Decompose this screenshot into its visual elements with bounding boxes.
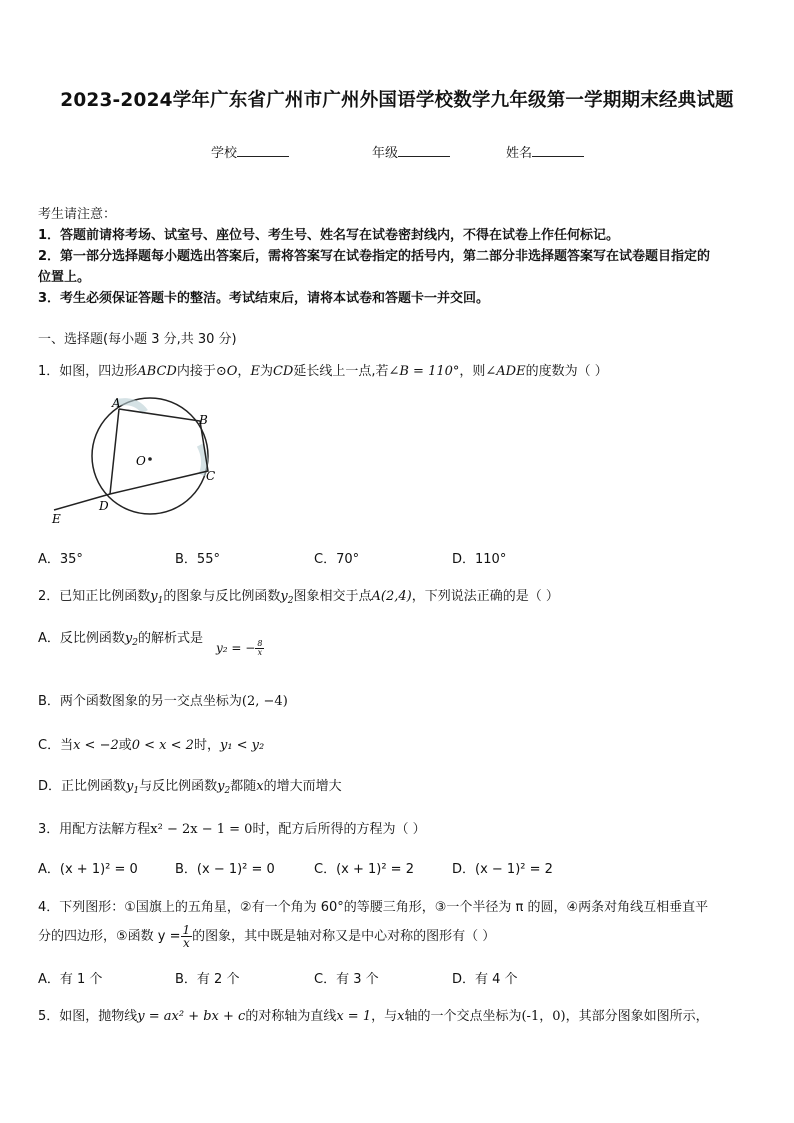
page-title: 2023-2024学年广东省广州市广州外国语学校数学九年级第一学期期末经典试题	[60, 90, 734, 111]
grade-label: 年级	[372, 146, 399, 161]
q4-option-d[interactable]: D．有 4 个	[452, 972, 518, 987]
label-b: B	[199, 413, 208, 427]
q4-option-c[interactable]: C．有 3 个	[314, 972, 379, 987]
q1-option-b[interactable]: B．55°	[175, 552, 220, 567]
notice-item-2: 2．第一部分选择题每小题选出答案后，需将答案写在试卷指定的括号内，第二部分非选择题答案写在试卷题目指定的	[38, 249, 711, 264]
q2-option-a-formula: y₂ = − $\frac{8}{x}$	[216, 639, 263, 657]
q3-option-a[interactable]: A．(x + 1)² = 0	[38, 862, 138, 877]
grade-blank[interactable]	[398, 145, 450, 157]
question-2: 2．已知正比例函数$y_1$的图象与反比例函数$y_2$图象相交于点A(2,4)，下列说法正确的是（ ）	[38, 589, 559, 606]
q1-option-c[interactable]: C．70°	[314, 552, 360, 567]
question-4-line-1: 4．下列图形：①国旗上的五角星，②有一个角为 60°的等腰三角形，③一个半径为 π 的圆，④两条对角线互相垂直平	[38, 900, 709, 915]
question-5: 5．如图，抛物线y = ax² + bx + c的对称轴为直线x = 1，与x轴的一个交点坐标为(-1，0)，其部分图象如图所示，	[38, 1009, 709, 1024]
q2-option-b[interactable]: B．两个函数图象的另一交点坐标为(2, −4)	[38, 694, 288, 709]
grade-field[interactable]	[372, 142, 450, 161]
notice-heading: 考生请注意：	[38, 207, 117, 222]
label-c: C	[206, 469, 216, 483]
q1-option-a[interactable]: A．35°	[38, 552, 83, 567]
notice-item-1: 1．答题前请将考场、试室号、座位号、考生号、姓名写在试卷密封线内，不得在试卷上作任何标记。	[38, 228, 620, 243]
q3-option-b[interactable]: B．(x − 1)² = 0	[175, 862, 275, 877]
circle-quadrilateral-figure	[40, 390, 230, 530]
q1-option-d[interactable]: D．110°	[452, 552, 507, 567]
name-field[interactable]	[506, 142, 584, 161]
q4-option-b[interactable]: B．有 2 个	[175, 972, 240, 987]
name-blank[interactable]	[532, 145, 584, 157]
notice-item-3: 3．考生必须保证答题卡的整洁。考试结束后，请将本试卷和答题卡一并交回。	[38, 291, 490, 306]
question-4-line-2: 分的四边形，⑤函数 y = $\frac{1}{x}$ 的图象，其中既是轴对称又是中心对称的图形有（ ）	[38, 923, 496, 950]
notice-item-2-cont: 位置上。	[38, 270, 91, 285]
section-heading: 一、选择题(每小题 3 分,共 30 分)	[38, 332, 237, 347]
q2-option-d[interactable]: D．正比例函数$y_1$与反比例函数$y_2$都随x的增大而增大	[38, 779, 342, 796]
label-e: E	[52, 512, 61, 526]
school-field[interactable]	[211, 142, 289, 161]
q2-option-a[interactable]: A．反比例函数$y_2$的解析式是	[38, 631, 204, 648]
name-label: 姓名	[506, 146, 533, 161]
question-3: 3．用配方法解方程x² − 2x − 1 = 0时，配方后所得的方程为（ ）	[38, 822, 426, 837]
school-blank[interactable]	[237, 145, 289, 157]
label-d: D	[99, 499, 109, 513]
question-1: 1．如图，四边形ABCD内接于⊙O，E为CD延长线上一点,若∠B = 110°，则∠ADE的度数为（ ）	[38, 364, 608, 379]
circle-o	[92, 398, 208, 514]
q3-option-c[interactable]: C．(x + 1)² = 2	[314, 862, 414, 877]
center-point	[148, 457, 152, 461]
label-a: A	[112, 396, 121, 410]
q2-option-c[interactable]: C．当x < −2或0 < x < 2时，y₁ < y₂	[38, 738, 265, 753]
q4-option-a[interactable]: A．有 1 个	[38, 972, 103, 987]
school-label: 学校	[211, 146, 238, 161]
label-o: O	[136, 454, 146, 468]
q3-option-d[interactable]: D．(x − 1)² = 2	[452, 862, 553, 877]
quadrilateral-abcd	[110, 409, 208, 494]
